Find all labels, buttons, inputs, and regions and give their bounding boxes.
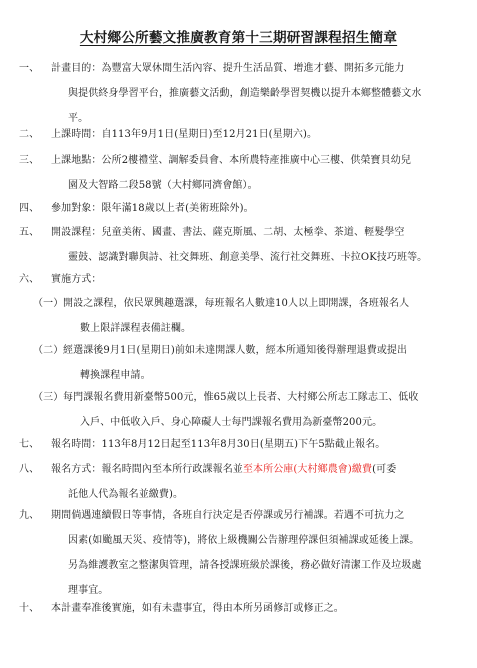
section-number: 七、	[19, 439, 40, 450]
subsection-2-refund	[33, 338, 467, 388]
section-line: 與提供終身學習平台，推廣藝文活動，創造樂齡學習契機以提升本鄉整體藝文水	[68, 88, 422, 99]
section-line: 平。	[68, 113, 89, 124]
section-4-eligibility	[19, 196, 467, 221]
section-number: 一、	[19, 63, 40, 74]
registration-text: 報名方式：報名時間內至本所行政課報名並	[51, 464, 243, 475]
section-number: 二、	[19, 129, 40, 140]
section-5-courses	[19, 220, 467, 270]
section-line	[51, 457, 467, 482]
subsection-3-fees	[33, 385, 467, 435]
section-line: 另為維護教室之整潔與管理，請各授課班級於課後，務必做好清潔工作及垃圾處	[68, 560, 422, 571]
subsection-line: 每門課報名費用新臺幣500元，惟65歲以上長者、大村鄉公所志工隊志工、低收	[63, 392, 419, 403]
section-3-location	[19, 148, 467, 198]
section-number: 八、	[19, 464, 40, 475]
section-line: 參加對象：限年滿18歲以上者(美術班除外)。	[51, 203, 254, 214]
section-number: 五、	[19, 227, 40, 238]
section-number: 十、	[19, 603, 40, 614]
section-line: 開設課程：兒童美術、國畫、書法、薩克斯風、二胡、太極拳、茶道、輕髮學空	[51, 227, 405, 238]
subsection-number: （二）	[33, 345, 64, 356]
registration-text-tail: (可委	[372, 464, 397, 475]
subsection-number: （三）	[33, 392, 64, 403]
section-8-registration-method	[19, 457, 467, 507]
section-line: 園及大智路二段58號（大村鄉同濟會館）。	[68, 180, 258, 191]
section-line: 上課時間：自113年9月1日(星期日)至12月21日(星期六)。	[51, 129, 318, 140]
document-title: 大村鄉公所藝文推廣教育第十三期研習課程招生簡章	[79, 30, 398, 46]
section-line: 報名時間：113年8月12日起至113年8月30日(星期五)下午5點截止報名。	[51, 439, 386, 450]
section-line: 實施方式：	[51, 274, 102, 285]
section-line: 計畫目的：為豐富大眾休閒生活內容、提升生活品質、增進才藝、開拓多元能力	[51, 63, 405, 74]
subsection-line: 入戶、中低收入戶、身心障礙人士每門課報名費用為新臺幣200元。	[80, 417, 383, 428]
section-number: 六、	[19, 274, 40, 285]
subsection-line: 數上限詳課程表備註欄。	[80, 323, 192, 334]
section-line: 期間倘遇連續假日等事情，各班自行決定是否停課或另行補課。若遇不可抗力之	[51, 510, 405, 521]
subsection-1-enrollment	[33, 291, 467, 341]
section-line: 上課地點：公所2樓禮堂、調解委員會、本所農特產推廣中心三樓、供榮寶貝幼兒	[51, 155, 411, 166]
section-7-registration-time	[19, 432, 467, 457]
section-line: 靈鼓、認識對聯與詩、社交舞班、創意美學、流行社交舞班、卡拉OK技巧班等。	[68, 252, 428, 263]
section-10-amendment	[19, 596, 467, 621]
subsection-number: （一）	[33, 298, 64, 309]
subsection-line: 開設之課程，依民眾興趣選課，每班報名人數達10人以上即開課，各班報名人	[63, 298, 410, 309]
subsection-line: 經選課後9月1日(星期日)前如未達開課人數，經本所通知後得辦理退費或提出	[63, 345, 408, 356]
section-number: 四、	[19, 203, 40, 214]
payment-location-highlight: 至本所公庫(大村鄉農會)繳費	[242, 464, 373, 475]
section-2-class-time	[19, 122, 467, 147]
section-9-holidays-cleanliness	[19, 503, 467, 603]
section-line: 託他人代為報名並繳費)。	[68, 489, 184, 500]
section-6-method	[19, 267, 467, 292]
subsection-line: 轉換課程申請。	[80, 370, 151, 381]
section-line: 本計畫奉准後實施，如有未盡事宜，得由本所另函修訂或修正之。	[51, 603, 344, 614]
section-line: 因素(如颱風天災、疫情等)，將依上級機關公告辦理停課但須補課或延後上課。	[68, 535, 420, 546]
section-number: 九、	[19, 510, 40, 521]
section-1-purpose	[19, 56, 467, 131]
section-line: 理事宜。	[68, 585, 109, 596]
section-number: 三、	[19, 155, 40, 166]
